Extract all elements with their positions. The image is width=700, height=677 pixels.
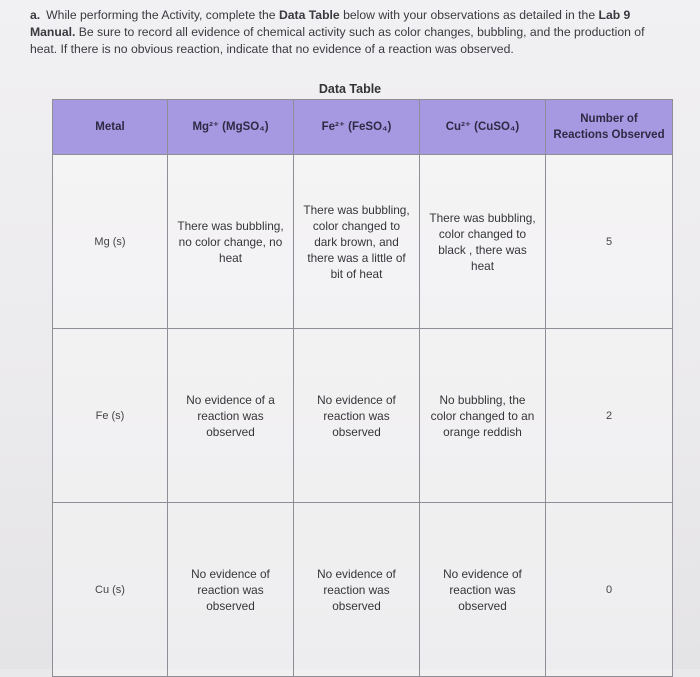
instructions-paragraph — [30, 7, 670, 58]
instruction-bold-data-table: Data Table — [278, 8, 340, 22]
cell-observation: No evidence of reaction was observed — [168, 503, 294, 677]
header-fe-solution: Fe²⁺ (FeSO₄) — [294, 100, 420, 155]
instruction-text-3: Be sure to record all evidence of chemical activity such as color changes, bubbling, and the production of heat. If there is no obvious reaction, indicate that no evidence of a reaction was observed. — [30, 25, 645, 56]
cell-metal: Fe (s) — [53, 329, 168, 503]
instruction-text-1: While performing the Activity, complete the — [46, 8, 279, 22]
data-table — [52, 99, 673, 677]
table-row — [53, 329, 673, 503]
cell-observation: No bubbling, the color changed to an orange reddish — [420, 329, 546, 503]
cell-observation: No evidence of reaction was observed — [294, 503, 420, 677]
header-metal: Metal — [53, 100, 168, 155]
cell-observation: No evidence of reaction was observed — [294, 329, 420, 503]
table-row — [53, 155, 673, 329]
instruction-bold-lab-manual: Lab 9 Manual. — [30, 8, 631, 39]
header-mg-solution: Mg²⁺ (MgSO₄) — [168, 100, 294, 155]
instruction-text-2: below with your observations as detailed in the — [339, 8, 599, 22]
cell-metal: Mg (s) — [53, 155, 168, 329]
cell-reaction-count: 5 — [546, 155, 673, 329]
cell-reaction-count: 0 — [546, 503, 673, 677]
instruction-label: a. — [30, 8, 41, 22]
cell-observation: There was bubbling, color changed to dark brown, and there was a little of bit of heat — [294, 155, 420, 329]
table-row — [53, 503, 673, 677]
cell-observation: No evidence of reaction was observed — [420, 503, 546, 677]
cell-observation: There was bubbling, no color change, no heat — [168, 155, 294, 329]
header-cu-solution: Cu²⁺ (CuSO₄) — [420, 100, 546, 155]
cell-observation: There was bubbling, color changed to black , there was heat — [420, 155, 546, 329]
cell-observation: No evidence of a reaction was observed — [168, 329, 294, 503]
header-reaction-count: Number of Reactions Observed — [546, 100, 673, 155]
header-row — [53, 100, 673, 155]
table-title: Data Table — [318, 82, 382, 96]
cell-metal: Cu (s) — [53, 503, 168, 677]
cell-reaction-count: 2 — [546, 329, 673, 503]
